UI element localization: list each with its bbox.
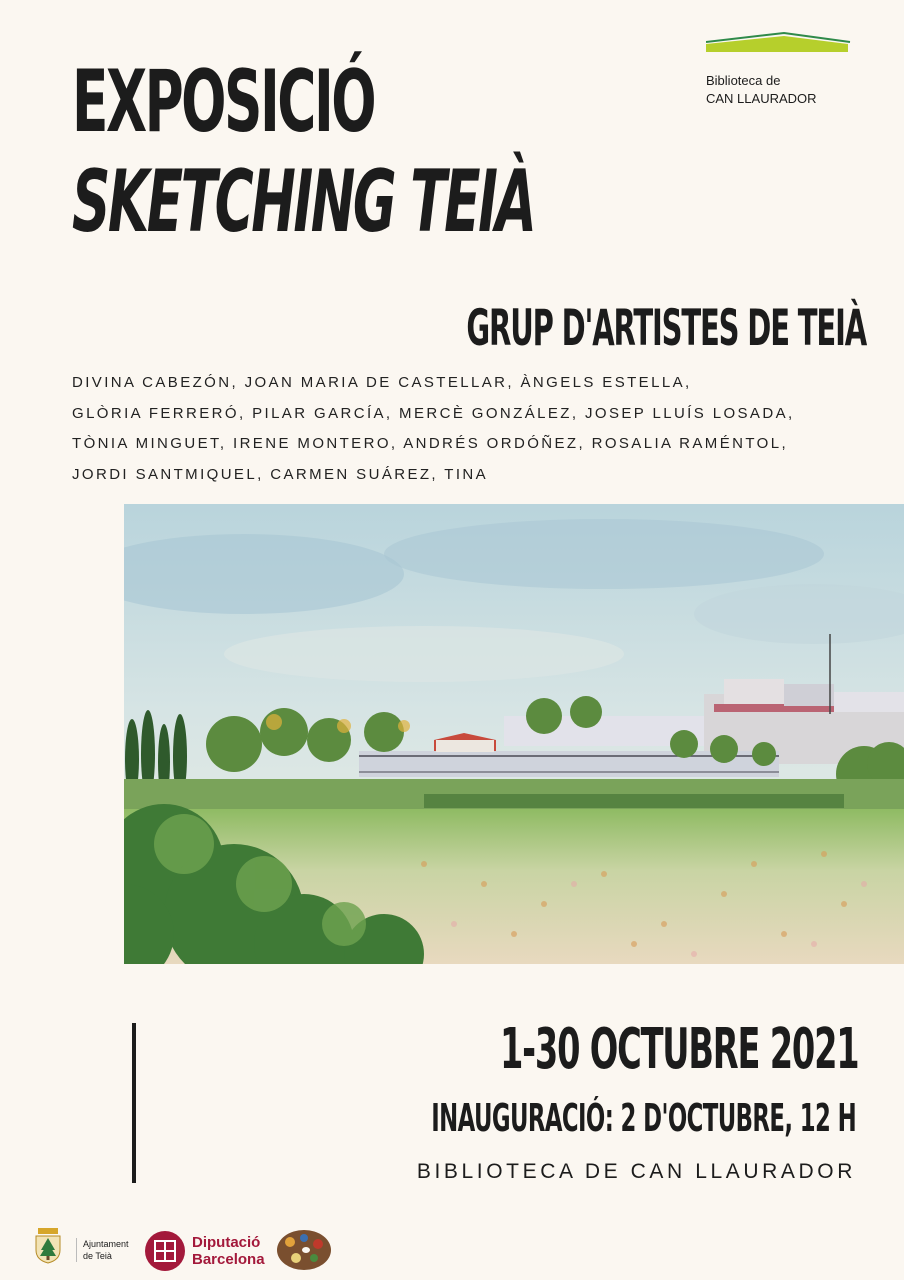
title-line-1: EXPOSICIÓ — [72, 52, 375, 152]
artist-list-line: JORDI SANTMIQUEL, CARMEN SUÁREZ, TINA — [72, 465, 489, 483]
artist-list-line: DIVINA CABEZÓN, JOAN MARIA DE CASTELLAR, ÀNGELS ESTELLA, — [72, 374, 692, 391]
ajuntament-line-2: de Teià — [83, 1251, 112, 1261]
ajuntament-logo-text — [76, 1238, 129, 1262]
ajuntament-shield-icon — [30, 1228, 66, 1264]
accent-divider — [132, 1023, 136, 1183]
diputacio-line-2: Barcelona — [192, 1251, 265, 1268]
title-line-2: SKETCHING TEIÀ — [72, 152, 535, 252]
inauguration-info: INAUGURACIÓ: 2 D'OCTUBRE, 12 H — [431, 1096, 856, 1140]
diputacio-emblem-icon — [144, 1230, 186, 1272]
exhibition-title — [72, 52, 534, 252]
exhibition-dates: 1-30 OCTUBRE 2021 — [499, 1017, 858, 1082]
library-logo — [706, 32, 856, 108]
sponsor-logos — [30, 1222, 350, 1272]
artist-list-line: GLÒRIA FERRERÓ, PILAR GARCÍA, MERCÈ GONZÁLEZ, JOSEP LLUÍS LOSADA, — [72, 404, 795, 422]
library-logo-line-1: Biblioteca de — [706, 73, 781, 88]
diputacio-logo-text — [192, 1234, 265, 1268]
watercolor-landscape-painting — [124, 504, 904, 964]
library-logo-line-2: CAN LLAURADOR — [706, 91, 817, 106]
group-name: GRUP D'ARTISTES DE TEIÀ — [466, 299, 866, 357]
artist-list — [72, 368, 892, 490]
venue-name: BIBLIOTECA DE CAN LLAURADOR — [416, 1160, 856, 1183]
watercolor-landscape-image — [124, 504, 904, 964]
ajuntament-line-1: Ajuntament — [83, 1239, 129, 1249]
diputacio-line-1: Diputació — [192, 1234, 261, 1251]
artists-palette-icon — [276, 1228, 332, 1272]
library-roof-icon — [706, 32, 852, 58]
artist-list-line: TÒNIA MINGUET, IRENE MONTERO, ANDRÉS ORDÓÑEZ, ROSALIA RAMÉNTOL, — [72, 435, 789, 452]
